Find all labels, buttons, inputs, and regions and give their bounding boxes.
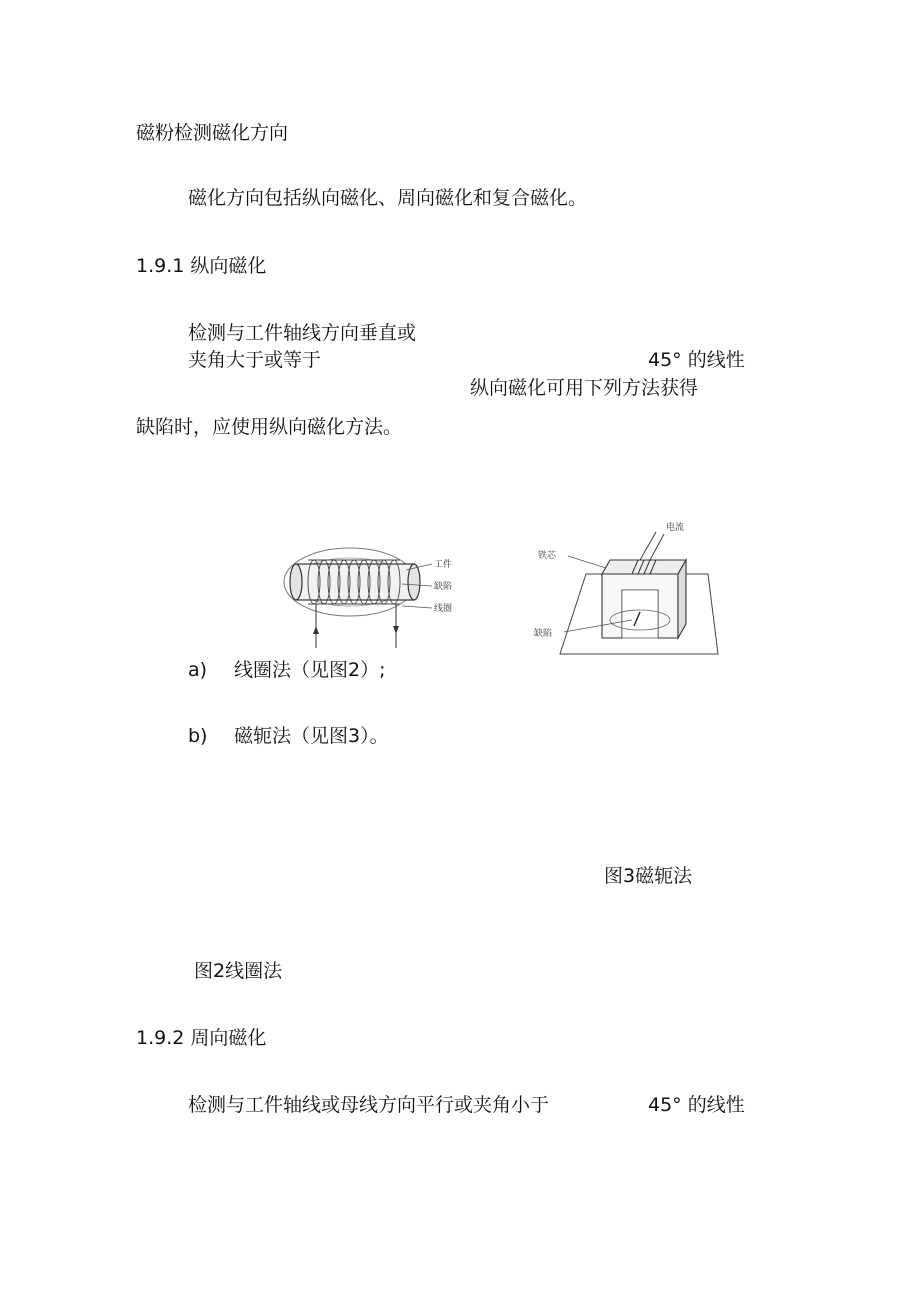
fig3-label-core: 铁芯 <box>538 551 557 561</box>
section-191-line1: 检测与工件轴线方向垂直或 <box>188 322 417 344</box>
fig3-caption: 图3磁轭法 <box>604 865 693 887</box>
item-b-text: 磁轭法（见图3）。 <box>234 725 389 747</box>
figure-coil-method <box>282 530 472 650</box>
section-191-heading: 1.9.1 纵向磁化 <box>136 255 267 277</box>
item-a-marker: a) <box>188 659 208 681</box>
section-191-line2a: 夹角大于或等于 <box>188 349 322 371</box>
fig2-label-coil: 线圈 <box>434 604 453 614</box>
fig2-label-workpiece: 工件 <box>434 560 453 570</box>
item-b-marker: b) <box>188 725 208 747</box>
item-a-text: 线圈法（见图2）; <box>234 659 386 681</box>
section-192-heading: 1.9.2 周向磁化 <box>136 1027 267 1049</box>
fig3-label-current: 电流 <box>666 523 685 533</box>
section-191-line2b: 45° 的线性 <box>648 349 745 371</box>
figure-yoke-method <box>528 516 728 658</box>
intro-paragraph: 磁化方向包括纵向磁化、周向磁化和复合磁化。 <box>188 187 588 209</box>
section-192-line1a: 检测与工件轴线或母线方向平行或夹角小于 <box>188 1094 550 1116</box>
section-192-line1b: 45° 的线性 <box>648 1094 745 1116</box>
section-191-line3: 纵向磁化可用下列方法获得 <box>470 377 699 399</box>
fig2-caption: 图2线圈法 <box>194 960 283 982</box>
page-title: 磁粉检测磁化方向 <box>136 122 289 144</box>
fig3-label-defect: 缺陷 <box>534 629 553 639</box>
fig2-label-defect: 缺陷 <box>434 582 453 592</box>
section-191-line4: 缺陷时，应使用纵向磁化方法。 <box>136 416 403 438</box>
